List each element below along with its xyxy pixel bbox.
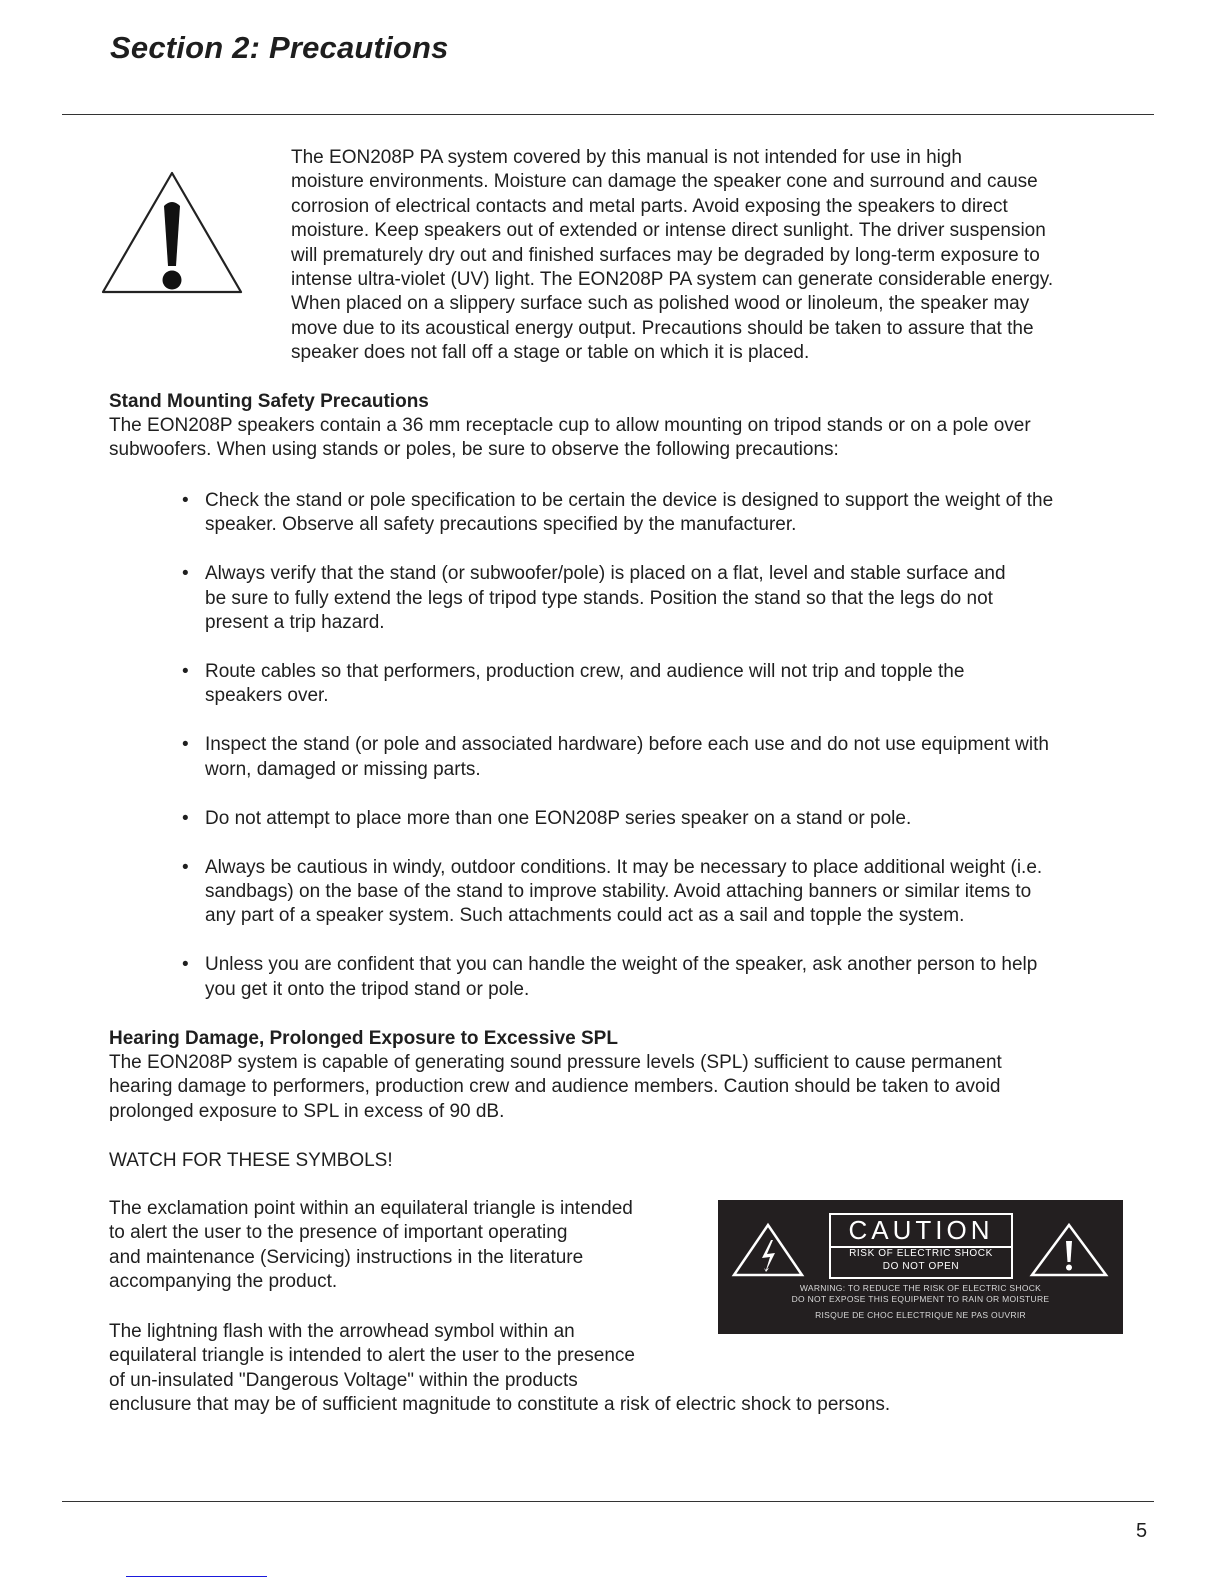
intro-line: The EON208P PA system covered by this manual is not intended for use in high xyxy=(291,147,963,168)
watch-symbols-label: WATCH FOR THESE SYMBOLS! xyxy=(109,1150,393,1171)
list-item-text: Always be cautious in windy, outdoor conditions. It may be necessary to place additional weight (i.e. xyxy=(205,856,1043,878)
symbol-text: equilateral triangle is intended to alert the user to the presence xyxy=(109,1345,635,1367)
list-item-text: Check the stand or pole specification to be certain the device is designed to support the weight of the xyxy=(205,490,1054,511)
list-item xyxy=(182,660,1132,709)
intro-paragraph xyxy=(291,146,1131,366)
bullet-icon: • xyxy=(182,954,189,976)
intro-line: corrosion of electrical contacts and metal parts. Avoid exposing the speakers to direct xyxy=(291,195,1008,217)
bullet-icon: • xyxy=(182,563,189,585)
exclamation-triangle-icon xyxy=(1029,1222,1109,1278)
list-item xyxy=(182,856,1132,929)
caution-warning-text: DO NOT EXPOSE THIS EQUIPMENT TO RAIN OR MOISTURE xyxy=(791,1294,1050,1304)
list-item-text: any part of a speaker system. Such attachments could act as a sail and topple the system. xyxy=(205,905,965,927)
list-item-text: speakers over. xyxy=(205,685,329,707)
caution-label xyxy=(718,1200,1123,1334)
caution-title-box xyxy=(829,1213,1013,1279)
symbol-text: and maintenance (Servicing) instructions in the literature xyxy=(109,1246,584,1268)
caution-warning-text: RISQUE DE CHOC ELECTRIQUE NE PAS OUVRIR xyxy=(815,1310,1026,1320)
page-title: Section 2: Precautions xyxy=(110,30,449,65)
list-item-text: you get it onto the tripod stand or pole. xyxy=(205,978,530,1000)
bullet-icon: • xyxy=(182,734,189,756)
symbol-text: The exclamation point within an equilateral triangle is intended xyxy=(109,1198,633,1219)
intro-line: When placed on a slippery surface such as polished wood or linoleum, the speaker may xyxy=(291,293,1030,315)
intro-line: moisture environments. Moisture can damage the speaker cone and surround and cause xyxy=(291,171,1038,193)
bullet-icon: • xyxy=(182,856,189,878)
header-divider xyxy=(62,114,1154,115)
stand-mounting-text: The EON208P speakers contain a 36 mm receptacle cup to allow mounting on tripod stands or on a pole over xyxy=(109,415,1031,436)
bullet-icon: • xyxy=(182,490,189,511)
stand-mounting-heading: Stand Mounting Safety Precautions xyxy=(109,391,429,412)
intro-line: move due to its acoustical energy output. Precautions should be taken to assure that the xyxy=(291,317,1034,339)
symbol-text: to alert the user to the presence of important operating xyxy=(109,1222,568,1244)
list-item-text: Route cables so that performers, production crew, and audience will not trip and topple the xyxy=(205,661,965,683)
intro-line: moisture. Keep speakers out of extended or intense direct sunlight. The driver suspension xyxy=(291,220,1046,242)
bullet-icon: • xyxy=(182,807,189,829)
footer-divider xyxy=(62,1501,1154,1502)
list-item xyxy=(182,807,1132,831)
list-item-text: present a trip hazard. xyxy=(205,612,385,634)
list-item-text: Always verify that the stand (or subwoofer/pole) is placed on a flat, level and stable surface and xyxy=(205,563,1006,585)
list-item-text: Unless you are confident that you can handle the weight of the speaker, ask another person to help xyxy=(205,954,1038,976)
stand-precautions-list xyxy=(182,489,1132,1027)
link-underline[interactable] xyxy=(126,1576,267,1577)
symbol-text: accompanying the product. xyxy=(109,1271,338,1293)
exclamation-symbol-description xyxy=(109,1197,709,1295)
hearing-damage-text: The EON208P system is capable of generating sound pressure levels (SPL) sufficient to cause permanent xyxy=(109,1052,1002,1073)
lightning-symbol-description xyxy=(109,1320,1109,1418)
symbol-text: The lightning flash with the arrowhead symbol within an xyxy=(109,1321,575,1342)
caution-title: CAUTION xyxy=(831,1215,1011,1248)
hearing-damage-text: prolonged exposure to SPL in excess of 90 dB. xyxy=(109,1100,505,1122)
bullet-icon: • xyxy=(182,661,189,683)
intro-line: intense ultra-violet (UV) light. The EON208P PA system can generate considerable energy. xyxy=(291,269,1054,291)
list-item xyxy=(182,562,1132,635)
list-item-text: be sure to fully extend the legs of tripod type stands. Position the stand so that the legs do not xyxy=(205,587,993,609)
hearing-damage-heading: Hearing Damage, Prolonged Exposure to Excessive SPL xyxy=(109,1028,618,1049)
hearing-damage-text: hearing damage to performers, production crew and audience members. Caution should be taken to avoid xyxy=(109,1076,1001,1098)
lightning-triangle-icon xyxy=(731,1222,805,1278)
list-item-text: sandbags) on the base of the stand to improve stability. Avoid attaching banners or similar items to xyxy=(205,880,1032,902)
caution-subtitle: RISK OF ELECTRIC SHOCK xyxy=(849,1248,993,1259)
list-item-text: speaker. Observe all safety precautions specified by the manufacturer. xyxy=(205,514,797,536)
symbol-text: of un-insulated "Dangerous Voltage" within the products xyxy=(109,1369,578,1391)
hearing-damage-section xyxy=(109,1027,1129,1124)
symbol-text: enclusure that may be of sufficient magnitude to constitute a risk of electric shock to persons. xyxy=(109,1394,891,1416)
list-item-text: Inspect the stand (or pole and associated hardware) before each use and do not use equipment with xyxy=(205,734,1049,756)
list-item-text: Do not attempt to place more than one EON208P series speaker on a stand or pole. xyxy=(205,807,912,829)
intro-line: speaker does not fall off a stage or table on which it is placed. xyxy=(291,342,810,364)
intro-line: will prematurely dry out and finished surfaces may be degraded by long-term exposure to xyxy=(291,244,1040,266)
stand-mounting-text: subwoofers. When using stands or poles, be sure to observe the following precautions: xyxy=(109,439,839,461)
list-item xyxy=(182,733,1132,782)
caution-subtitle: DO NOT OPEN xyxy=(882,1261,960,1272)
caution-warning-text: WARNING: TO REDUCE THE RISK OF ELECTRIC SHOCK xyxy=(799,1283,1042,1293)
list-item xyxy=(182,953,1132,1002)
page-number: 5 xyxy=(1136,1520,1148,1542)
list-item-text: worn, damaged or missing parts. xyxy=(205,758,481,780)
list-item xyxy=(182,489,1132,538)
stand-mounting-section xyxy=(109,390,1129,463)
warning-exclamation-triangle-icon xyxy=(100,170,244,296)
